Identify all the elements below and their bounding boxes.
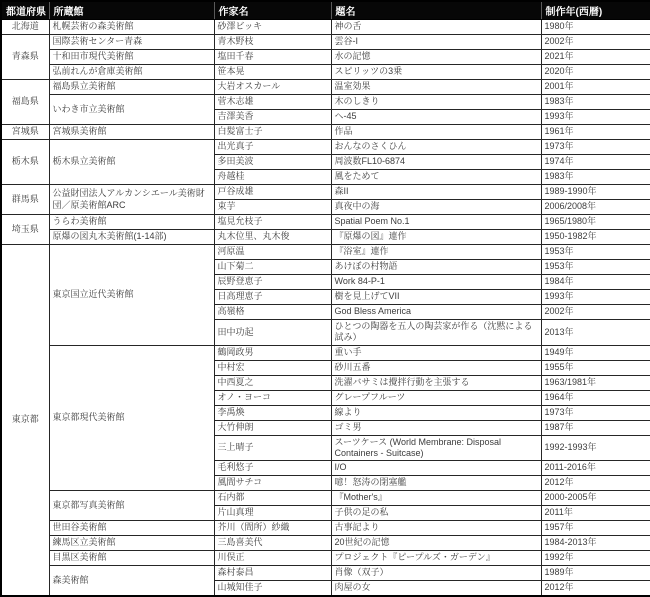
artist-cell: 田中功起: [214, 320, 331, 346]
header-row: [1, 1, 650, 20]
museum-cell: 東京国立近代美術館: [49, 245, 214, 346]
title-cell: 木のしきり: [331, 95, 541, 110]
year-cell: 1983年: [541, 170, 650, 185]
table-row: [1, 95, 650, 110]
year-cell: 2012年: [541, 476, 650, 491]
title-cell: 作品: [331, 125, 541, 140]
title-cell: 肉屋の女: [331, 581, 541, 597]
artist-cell: オノ・ヨーコ: [214, 390, 331, 405]
table-row: [1, 245, 650, 260]
artist-cell: 中西夏之: [214, 375, 331, 390]
year-cell: 1953年: [541, 260, 650, 275]
museum-cell: 練馬区立美術館: [49, 536, 214, 551]
title-cell: 樹を見上げてVII: [331, 290, 541, 305]
title-cell: 古事記より: [331, 521, 541, 536]
museum-cell: うらわ美術館: [49, 215, 214, 230]
table-row: [1, 215, 650, 230]
title-cell: 洗濯バサミは攪拌行動を主張する: [331, 375, 541, 390]
title-cell: God Bless America: [331, 305, 541, 320]
year-cell: 2021年: [541, 50, 650, 65]
year-cell: 1993年: [541, 110, 650, 125]
year-cell: 2011年: [541, 506, 650, 521]
title-cell: 水の記憶: [331, 50, 541, 65]
table-row: [1, 50, 650, 65]
column-header-artist: 作家名: [214, 1, 331, 20]
year-cell: 1961年: [541, 125, 650, 140]
artist-cell: 鶴岡政男: [214, 345, 331, 360]
table-row: [1, 20, 650, 35]
museum-cell: 国際芸術センター青森: [49, 35, 214, 50]
artist-cell: 風間サチコ: [214, 476, 331, 491]
artist-cell: 森村泰昌: [214, 566, 331, 581]
year-cell: 1974年: [541, 155, 650, 170]
year-cell: 2011-2016年: [541, 461, 650, 476]
year-cell: 1964年: [541, 390, 650, 405]
year-cell: 1980年: [541, 20, 650, 35]
title-cell: ゴミ男: [331, 420, 541, 435]
artist-cell: 河原温: [214, 245, 331, 260]
museum-cell: 福島県立美術館: [49, 80, 214, 95]
table-row: [1, 185, 650, 200]
pref-cell: 宮城県: [1, 125, 49, 140]
table-body: [1, 20, 650, 597]
artist-cell: 山下菊二: [214, 260, 331, 275]
artist-cell: 山城知佳子: [214, 581, 331, 597]
year-cell: 2002年: [541, 305, 650, 320]
museum-cell: 弘前れんが倉庫美術館: [49, 65, 214, 80]
museum-cell: 森美術館: [49, 566, 214, 597]
year-cell: 1989-1990年: [541, 185, 650, 200]
title-cell: 神の舌: [331, 20, 541, 35]
artist-cell: 芥川（間所）紗織: [214, 521, 331, 536]
title-cell: あけぼの村物語: [331, 260, 541, 275]
year-cell: 1993年: [541, 290, 650, 305]
column-header-museum: 所蔵館: [49, 1, 214, 20]
artist-cell: 毛利悠子: [214, 461, 331, 476]
artist-cell: 砂澤ビッキ: [214, 20, 331, 35]
pref-cell: 東京都: [1, 245, 49, 597]
artist-cell: 大岩オスカール: [214, 80, 331, 95]
museum-cell: 札幌芸術の森美術館: [49, 20, 214, 35]
museum-cell: 栃木県立美術館: [49, 140, 214, 185]
year-cell: 1973年: [541, 140, 650, 155]
title-cell: グレープフルーツ: [331, 390, 541, 405]
year-cell: 1987年: [541, 420, 650, 435]
year-cell: 1953年: [541, 245, 650, 260]
table-row: [1, 566, 650, 581]
artist-cell: 白髪富士子: [214, 125, 331, 140]
museum-cell: 目黒区美術館: [49, 551, 214, 566]
title-cell: 『Mother's』: [331, 491, 541, 506]
year-cell: 1983年: [541, 95, 650, 110]
table-row: [1, 140, 650, 155]
pref-cell: 埼玉県: [1, 215, 49, 245]
table-row: [1, 125, 650, 140]
year-cell: 2006/2008年: [541, 200, 650, 215]
artist-cell: 三上晴子: [214, 435, 331, 461]
title-cell: 『浴室』連作: [331, 245, 541, 260]
column-header-title: 題名: [331, 1, 541, 20]
museum-cell: いわき市立美術館: [49, 95, 214, 125]
title-cell: 肖像（双子）: [331, 566, 541, 581]
table-row: [1, 536, 650, 551]
title-cell: ひとつの陶器を五人の陶芸家が作る（沈黙による試み）: [331, 320, 541, 346]
table-row: [1, 35, 650, 50]
title-cell: 噫！怒涛の閉塞艦: [331, 476, 541, 491]
column-header-prefecture: 都道府県: [1, 1, 49, 20]
title-cell: 砂川五番: [331, 360, 541, 375]
artist-cell: 菅木志雄: [214, 95, 331, 110]
artist-cell: 李禹煥: [214, 405, 331, 420]
title-cell: 森II: [331, 185, 541, 200]
title-cell: 『原爆の図』連作: [331, 230, 541, 245]
year-cell: 1992年: [541, 551, 650, 566]
table-row: [1, 65, 650, 80]
title-cell: 温室効果: [331, 80, 541, 95]
title-cell: I/O: [331, 461, 541, 476]
museum-cell: 東京都現代美術館: [49, 345, 214, 491]
pref-cell: 青森県: [1, 35, 49, 80]
artist-cell: 三島喜美代: [214, 536, 331, 551]
year-cell: 1963/1981年: [541, 375, 650, 390]
artist-cell: 吉澤美香: [214, 110, 331, 125]
year-cell: 2001年: [541, 80, 650, 95]
year-cell: 1984-2013年: [541, 536, 650, 551]
museum-cell: 原爆の図丸木美術館(1-14部): [49, 230, 214, 245]
museum-cell: 公益財団法人アルカンシエール美術財団／原美術館ARC: [49, 185, 214, 215]
table-row: [1, 230, 650, 245]
artist-cell: 日高理恵子: [214, 290, 331, 305]
pref-cell: 群馬県: [1, 185, 49, 215]
year-cell: 2013年: [541, 320, 650, 346]
title-cell: 周波数FL10-6874: [331, 155, 541, 170]
title-cell: 線より: [331, 405, 541, 420]
year-cell: 1957年: [541, 521, 650, 536]
artist-cell: 川俣正: [214, 551, 331, 566]
artist-cell: 石内都: [214, 491, 331, 506]
artist-cell: 塩見允枝子: [214, 215, 331, 230]
museum-cell: 宮城県美術館: [49, 125, 214, 140]
year-cell: 1989年: [541, 566, 650, 581]
artist-cell: 舟越桂: [214, 170, 331, 185]
title-cell: 子供の足の私: [331, 506, 541, 521]
column-header-year: 制作年(西暦): [541, 1, 650, 20]
pref-cell: 北海道: [1, 20, 49, 35]
table-row: [1, 345, 650, 360]
title-cell: 雲谷-I: [331, 35, 541, 50]
pref-cell: 栃木県: [1, 140, 49, 185]
title-cell: 20世紀の記憶: [331, 536, 541, 551]
artist-cell: 塩田千春: [214, 50, 331, 65]
year-cell: 1965/1980年: [541, 215, 650, 230]
title-cell: 重い手: [331, 345, 541, 360]
artist-cell: 中村宏: [214, 360, 331, 375]
artist-cell: 片山真理: [214, 506, 331, 521]
table-row: [1, 521, 650, 536]
artist-cell: 大竹伸朗: [214, 420, 331, 435]
artist-cell: 丸木位里、丸木俊: [214, 230, 331, 245]
year-cell: 1949年: [541, 345, 650, 360]
artist-cell: 高嶺格: [214, 305, 331, 320]
museum-cell: 十和田市現代美術館: [49, 50, 214, 65]
table-header: [1, 1, 650, 20]
year-cell: 1992-1993年: [541, 435, 650, 461]
artist-cell: 束芋: [214, 200, 331, 215]
title-cell: おんなのさくひん: [331, 140, 541, 155]
year-cell: 1973年: [541, 405, 650, 420]
title-cell: 風をためて: [331, 170, 541, 185]
table-row: [1, 491, 650, 506]
artist-cell: 多田美波: [214, 155, 331, 170]
museum-cell: 東京都写真美術館: [49, 491, 214, 521]
artist-cell: 出光真子: [214, 140, 331, 155]
artist-cell: 戸谷成雄: [214, 185, 331, 200]
title-cell: プロジェクト『ピープルズ・ガーデン』: [331, 551, 541, 566]
year-cell: 2020年: [541, 65, 650, 80]
year-cell: 2012年: [541, 581, 650, 597]
pref-cell: 福島県: [1, 80, 49, 125]
year-cell: 1955年: [541, 360, 650, 375]
artist-cell: 青木野枝: [214, 35, 331, 50]
artist-cell: 笹本晃: [214, 65, 331, 80]
title-cell: ヘ-45: [331, 110, 541, 125]
artist-cell: 辰野登恵子: [214, 275, 331, 290]
title-cell: 真夜中の海: [331, 200, 541, 215]
year-cell: 2002年: [541, 35, 650, 50]
year-cell: 2000-2005年: [541, 491, 650, 506]
museum-cell: 世田谷美術館: [49, 521, 214, 536]
title-cell: スーツケース (World Membrane: Disposal Containers - Suitcase): [331, 435, 541, 461]
table-row: [1, 80, 650, 95]
table-row: [1, 551, 650, 566]
title-cell: Work 84-P-1: [331, 275, 541, 290]
title-cell: スピリッツの3乗: [331, 65, 541, 80]
year-cell: 1950-1982年: [541, 230, 650, 245]
year-cell: 1984年: [541, 275, 650, 290]
title-cell: Spatial Poem No.1: [331, 215, 541, 230]
